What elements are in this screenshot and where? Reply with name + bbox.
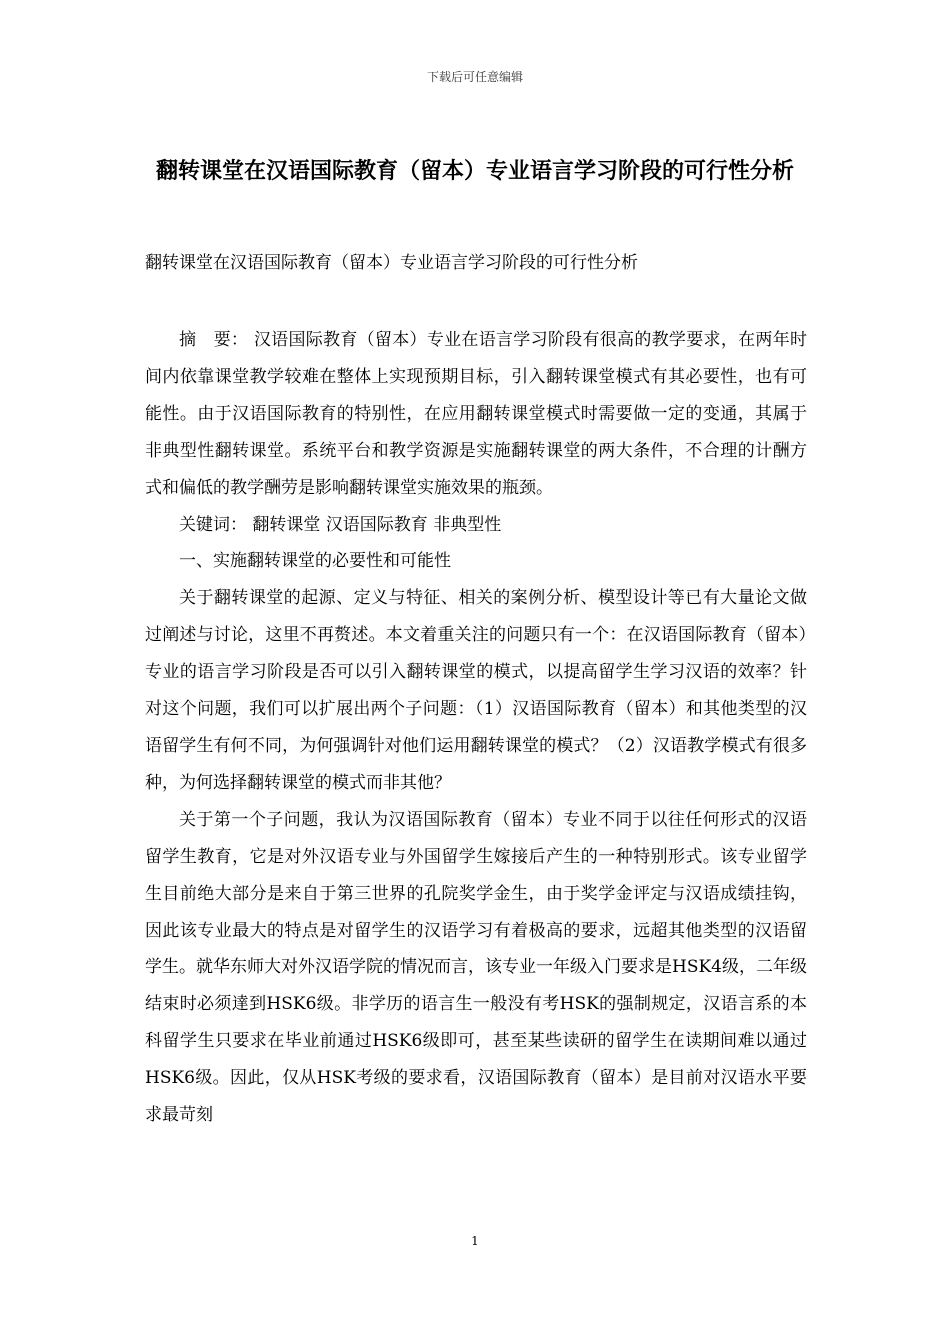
- section-heading: 一、实施翻转课堂的必要性和可能性: [179, 551, 451, 572]
- body-paragraph: 关于翻转课堂的起源、定义与特征、相关的案例分析、模型设计等已有大量论文做过阐述与讨论，这里不再赘述。本文着重关注的问题只有一个：在汉语国际教育（留本）专业的语言学习阶段是否可以引入翻转课堂的模式，以提高留学生学习汉语的效率？针对这个问题，我们可以扩展出两个子问题：（1）汉语国际教育（留本）和其他类型的汉语留学生有何不同，为何强调针对他们运用翻转课堂的模式？（2）汉语教学模式有很多种，为何选择翻转课堂的模式而非其他？: [145, 588, 807, 793]
- document-title: 翻转课堂在汉语国际教育（留本）专业语言学习阶段的可行性分析: [155, 159, 794, 184]
- page-number: 1: [471, 1234, 479, 1248]
- document-subtitle: 翻转课堂在汉语国际教育（留本）专业语言学习阶段的可行性分析: [145, 253, 638, 273]
- keywords-paragraph: 关键词： 翻转课堂 汉语国际教育 非典型性: [179, 514, 502, 535]
- body-paragraph: 关于第一个子问题，我认为汉语国际教育（留本）专业不同于以往任何形式的汉语留学生教育，它是对外汉语专业与外国留学生嫁接后产生的一种特别形式。该专业留学生目前绝大部分是来自于第三世界的孔院奖学金生，由于奖学金评定与汉语成绩挂钩，因此该专业最大的特点是对留学生的汉语学习有着极高的要求，远超其他类型的汉语留学生。就华东师大对外汉语学院的情况而言，该专业一年级入门要求是HSK4级，二年级结束时必须達到HSK6级。非学历的语言生一般没有考HSK的强制规定，汉语言系的本科留学生只要求在毕业前通过HSK6级即可，甚至某些读研的留学生在读期间难以通过HSK6级。因此，仅从HSK考级的要求看，汉语国际教育（留本）是目前对汉语水平要求最苛刻: [145, 809, 807, 1126]
- abstract-paragraph: 摘 要： 汉语国际教育（留本）专业在语言学习阶段有很高的教学要求，在两年时间内依靠课堂教学较难在整体上实现预期目标，引入翻转课堂模式有其必要性，也有可能性。由于汉语国际教育的特别性，在应用翻转课堂模式时需要做一定的变通，其属于非典型性翻转课堂。系统平台和教学资源是实施翻转课堂的两大条件，不合理的计酬方式和偏低的教学酬劳是影响翻转课堂实施效果的瓶颈。: [145, 330, 807, 498]
- header-note: 下载后可任意编辑: [426, 70, 523, 84]
- document-body: [145, 322, 807, 1134]
